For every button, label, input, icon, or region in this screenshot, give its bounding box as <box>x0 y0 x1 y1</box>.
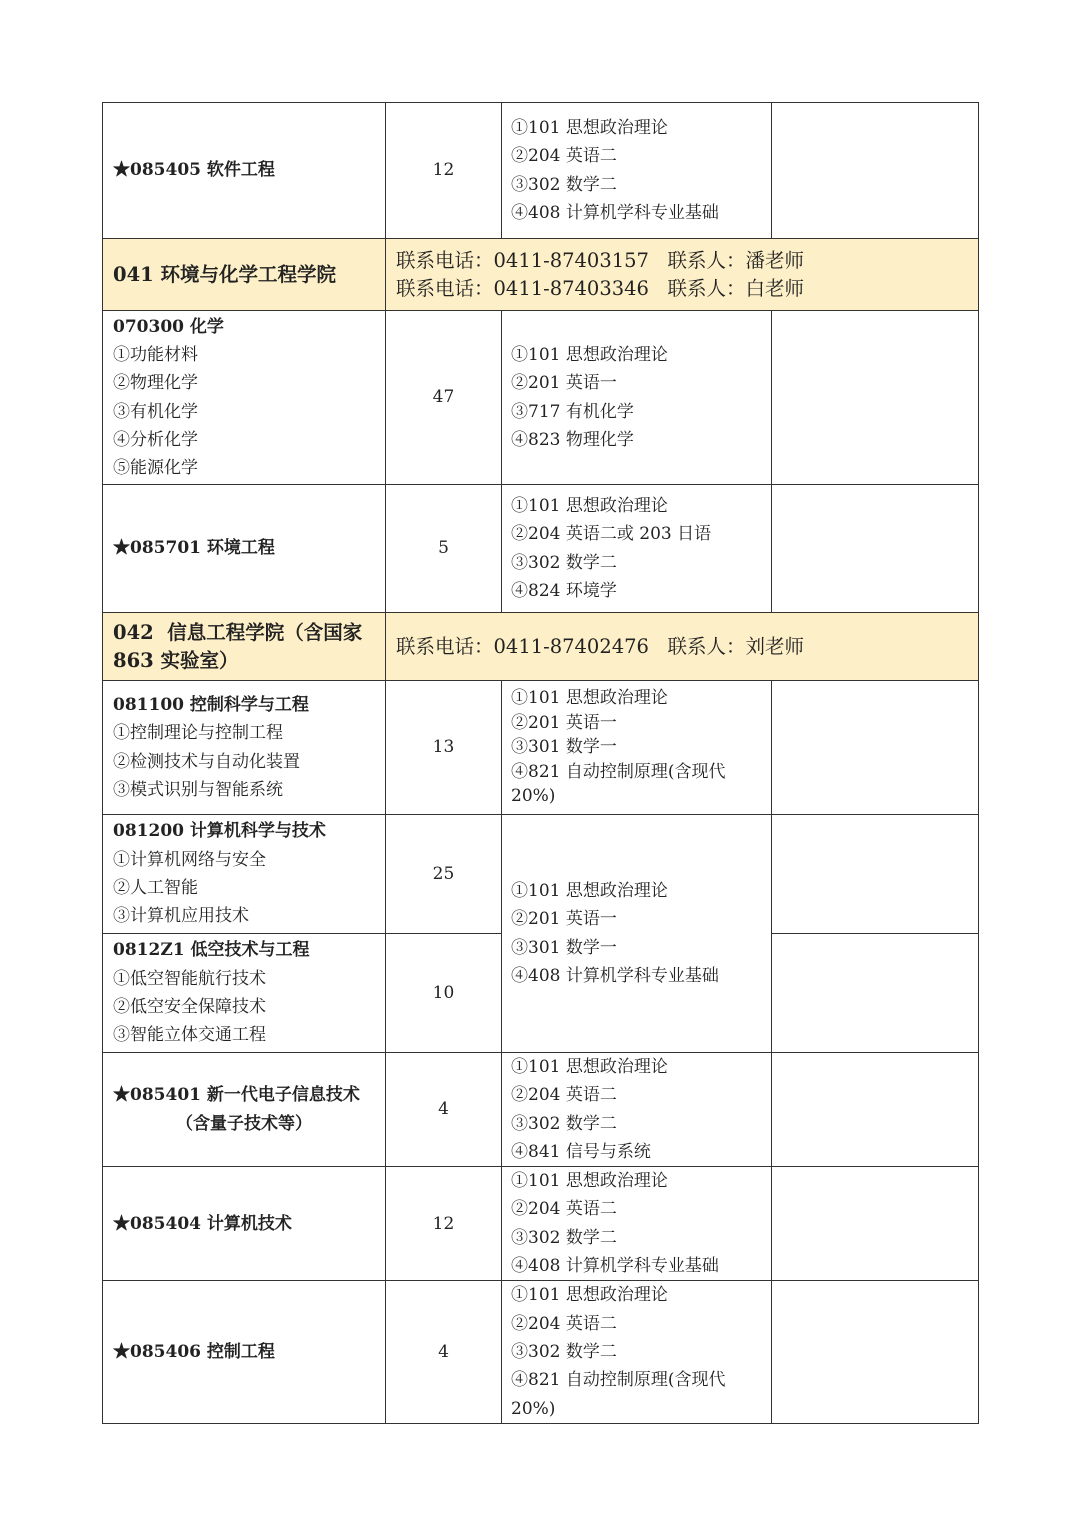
table-row <box>103 1281 979 1423</box>
department-cell <box>103 613 386 681</box>
exam-subjects <box>502 815 772 1053</box>
enrollment-count: 12 <box>386 1167 502 1281</box>
exam-item: ②201 英语一 <box>511 712 617 733</box>
major-title: ★085406 控制工程 <box>113 1341 275 1362</box>
enrollment-count: 25 <box>386 815 502 934</box>
exam-item: ④841 信号与系统 <box>511 1141 651 1162</box>
remarks-cell <box>772 103 979 239</box>
exam-item: ②204 英语二或 203 日语 <box>511 524 712 545</box>
exam-item: ②201 英语一 <box>511 373 617 394</box>
table-row <box>103 681 979 815</box>
direction-item: ①功能材料 <box>113 344 198 365</box>
enrollment-count: 4 <box>386 1053 502 1167</box>
enrollment-count: 47 <box>386 311 502 485</box>
major-cell <box>103 1053 386 1167</box>
table-row <box>103 311 979 485</box>
contact-cell <box>386 613 979 681</box>
department-row <box>103 613 979 681</box>
department-name: 863 实验室） <box>113 648 239 672</box>
enrollment-count: 5 <box>386 485 502 613</box>
exam-item: ①101 思想政治理论 <box>511 688 668 709</box>
contact-line: 联系电话：0411-87403346 联系人：白老师 <box>396 276 805 300</box>
enrollment-count: 10 <box>386 934 502 1053</box>
direction-item: ③计算机应用技术 <box>113 906 249 927</box>
exam-item: ③301 数学一 <box>511 937 617 958</box>
department-name: 041 环境与化学工程学院 <box>113 262 336 286</box>
major-title: 070300 化学 <box>113 316 224 337</box>
exam-item: ④823 物理化学 <box>511 429 634 450</box>
direction-item: ⑤能源化学 <box>113 458 198 479</box>
major-title: 0812Z1 低空技术与工程 <box>113 940 310 961</box>
table-row <box>103 103 979 239</box>
exam-item: 20%) <box>511 786 556 807</box>
direction-item: ②物理化学 <box>113 373 198 394</box>
department-cell <box>103 239 386 311</box>
major-cell <box>103 311 386 485</box>
major-cell <box>103 815 386 934</box>
enrollment-count: 12 <box>386 103 502 239</box>
department-name: 042 信息工程学院（含国家 <box>113 620 363 644</box>
enrollment-table <box>102 102 979 1424</box>
exam-item: ②204 英语二 <box>511 1085 617 1106</box>
exam-item: ②204 英语二 <box>511 146 617 167</box>
exam-item: ④408 计算机学科专业基础 <box>511 202 719 223</box>
major-cell <box>103 1167 386 1281</box>
exam-item: ①101 思想政治理论 <box>511 344 668 365</box>
exam-item: ①101 思想政治理论 <box>511 1171 668 1192</box>
exam-item: ①101 思想政治理论 <box>511 1285 668 1306</box>
exam-item: ③302 数学二 <box>511 1227 617 1248</box>
exam-item: ③302 数学二 <box>511 552 617 573</box>
table-row <box>103 1053 979 1167</box>
exam-subjects <box>502 311 772 485</box>
remarks-cell <box>772 311 979 485</box>
exam-item: ③302 数学二 <box>511 174 617 195</box>
exam-item: ③302 数学二 <box>511 1341 617 1362</box>
major-cell <box>103 485 386 613</box>
exam-subjects <box>502 103 772 239</box>
direction-item: ③智能立体交通工程 <box>113 1025 266 1046</box>
table-row <box>103 815 979 934</box>
direction-item: ①低空智能航行技术 <box>113 968 266 989</box>
remarks-cell <box>772 815 979 934</box>
direction-item: ①计算机网络与安全 <box>113 849 266 870</box>
direction-item: ②低空安全保障技术 <box>113 997 266 1017</box>
major-title: ★085405 软件工程 <box>113 160 275 181</box>
major-cell <box>103 1281 386 1423</box>
major-title: ★085701 环境工程 <box>113 538 275 559</box>
enrollment-count: 4 <box>386 1281 502 1423</box>
table-row <box>103 1167 979 1281</box>
major-cell <box>103 681 386 815</box>
contact-line: 联系电话：0411-87402476 联系人：刘老师 <box>396 634 805 658</box>
major-cell <box>103 934 386 1053</box>
exam-item: ②204 英语二 <box>511 1313 617 1334</box>
exam-item: ④408 计算机学科专业基础 <box>511 1256 719 1277</box>
exam-item: ①101 思想政治理论 <box>511 1057 668 1077</box>
major-cell <box>103 103 386 239</box>
exam-item: ①101 思想政治理论 <box>511 495 668 516</box>
exam-item: ③301 数学一 <box>511 737 617 758</box>
exam-item: ④821 自动控制原理(含现代 <box>511 761 726 782</box>
major-title: ★085404 计算机技术 <box>113 1213 292 1234</box>
direction-item: ③模式识别与智能系统 <box>113 779 283 800</box>
direction-item: ③有机化学 <box>113 401 198 422</box>
exam-item: ③717 有机化学 <box>511 401 634 422</box>
enrollment-count: 13 <box>386 681 502 815</box>
remarks-cell <box>772 1281 979 1423</box>
table-row <box>103 485 979 613</box>
remarks-cell <box>772 934 979 1053</box>
exam-item: ③302 数学二 <box>511 1113 617 1134</box>
exam-subjects <box>502 485 772 613</box>
exam-item: 20%) <box>511 1398 556 1419</box>
remarks-cell <box>772 485 979 613</box>
exam-item: ①101 思想政治理论 <box>511 880 668 901</box>
contact-cell <box>386 239 979 311</box>
exam-subjects <box>502 1167 772 1281</box>
exam-item: ④824 环境学 <box>511 580 617 601</box>
major-title: ★085401 新一代电子信息技术 <box>113 1085 360 1106</box>
major-title-note: （含量子技术等） <box>176 1113 312 1134</box>
contact-line: 联系电话：0411-87403157 联系人：潘老师 <box>396 248 805 272</box>
exam-item: ①101 思想政治理论 <box>511 117 668 138</box>
remarks-cell <box>772 1053 979 1167</box>
exam-item: ④821 自动控制原理(含现代 <box>511 1370 726 1391</box>
exam-subjects <box>502 681 772 815</box>
exam-item: ②204 英语二 <box>511 1199 617 1220</box>
direction-item: ④分析化学 <box>113 429 198 450</box>
exam-subjects <box>502 1281 772 1423</box>
direction-item: ②人工智能 <box>113 878 198 898</box>
exam-subjects <box>502 1053 772 1167</box>
major-title: 081100 控制科学与工程 <box>113 694 309 715</box>
exam-item: ④408 计算机学科专业基础 <box>511 965 719 986</box>
remarks-cell <box>772 681 979 815</box>
major-title: 081200 计算机科学与技术 <box>113 821 326 842</box>
remarks-cell <box>772 1167 979 1281</box>
direction-item: ①控制理论与控制工程 <box>113 723 283 744</box>
department-row <box>103 239 979 311</box>
direction-item: ②检测技术与自动化装置 <box>113 751 300 772</box>
exam-item: ②201 英语一 <box>511 909 617 930</box>
